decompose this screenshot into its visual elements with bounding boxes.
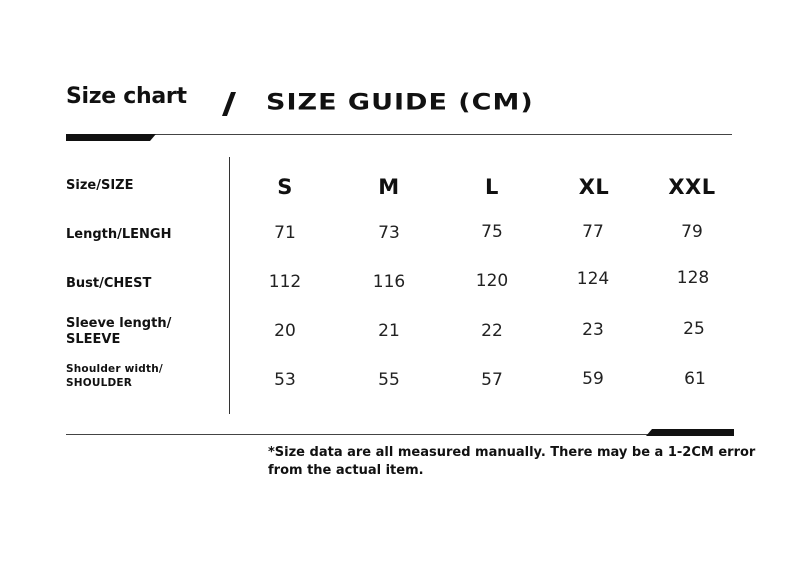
row-label-size: Size/SIZE xyxy=(66,178,134,193)
column-divider xyxy=(229,157,230,414)
cell-length-m: 73 xyxy=(378,223,400,243)
cell-length-s: 71 xyxy=(274,223,296,243)
bottom-rule-accent xyxy=(646,429,734,436)
size-header-m: M xyxy=(378,175,400,199)
cell-shoulder-xl: 59 xyxy=(582,369,604,389)
cell-sleeve-l: 22 xyxy=(481,321,503,341)
top-rule xyxy=(66,134,732,135)
size-guide-heading: SIZE GUIDE (CM) xyxy=(266,90,534,116)
cell-length-xxl: 79 xyxy=(681,222,703,242)
cell-bust-s: 112 xyxy=(268,272,302,292)
bottom-rule xyxy=(66,434,732,435)
cell-bust-m: 116 xyxy=(372,272,406,292)
slash-divider-icon xyxy=(222,92,236,116)
cell-shoulder-m: 55 xyxy=(378,370,400,390)
row-label-length: Length/LENGH xyxy=(66,227,172,242)
size-header-xl: XL xyxy=(578,175,610,199)
page-title: Size chart xyxy=(66,84,187,109)
cell-length-l: 75 xyxy=(481,222,503,242)
top-rule-accent xyxy=(66,134,156,141)
cell-bust-xl: 124 xyxy=(576,269,610,289)
row-label-bust: Bust/CHEST xyxy=(66,276,152,291)
row-label-sleeve xyxy=(66,316,171,348)
cell-length-xl: 77 xyxy=(582,222,604,242)
row-label-shoulder-line1: Shoulder width/ xyxy=(66,363,163,375)
row-label-sleeve-line1: Sleeve length/ xyxy=(66,316,172,331)
cell-shoulder-l: 57 xyxy=(481,370,503,390)
cell-sleeve-xl: 23 xyxy=(582,320,604,340)
size-header-s: S xyxy=(277,175,293,199)
size-header-l: L xyxy=(485,175,499,199)
cell-sleeve-xxl: 25 xyxy=(683,319,705,339)
size-header-xxl: XXL xyxy=(668,175,716,199)
row-label-shoulder-line2: SHOULDER xyxy=(66,377,133,389)
measurement-note: *Size data are all measured manually. There may be a 1-2CM error from the actual item. xyxy=(268,445,756,478)
cell-bust-l: 120 xyxy=(475,271,509,291)
row-label-sleeve-line2: SLEEVE xyxy=(66,332,121,347)
cell-shoulder-s: 53 xyxy=(274,370,296,390)
cell-sleeve-m: 21 xyxy=(378,321,400,341)
cell-bust-xxl: 128 xyxy=(676,268,710,288)
cell-shoulder-xxl: 61 xyxy=(684,369,706,389)
row-label-shoulder xyxy=(66,362,163,390)
cell-sleeve-s: 20 xyxy=(274,321,296,341)
